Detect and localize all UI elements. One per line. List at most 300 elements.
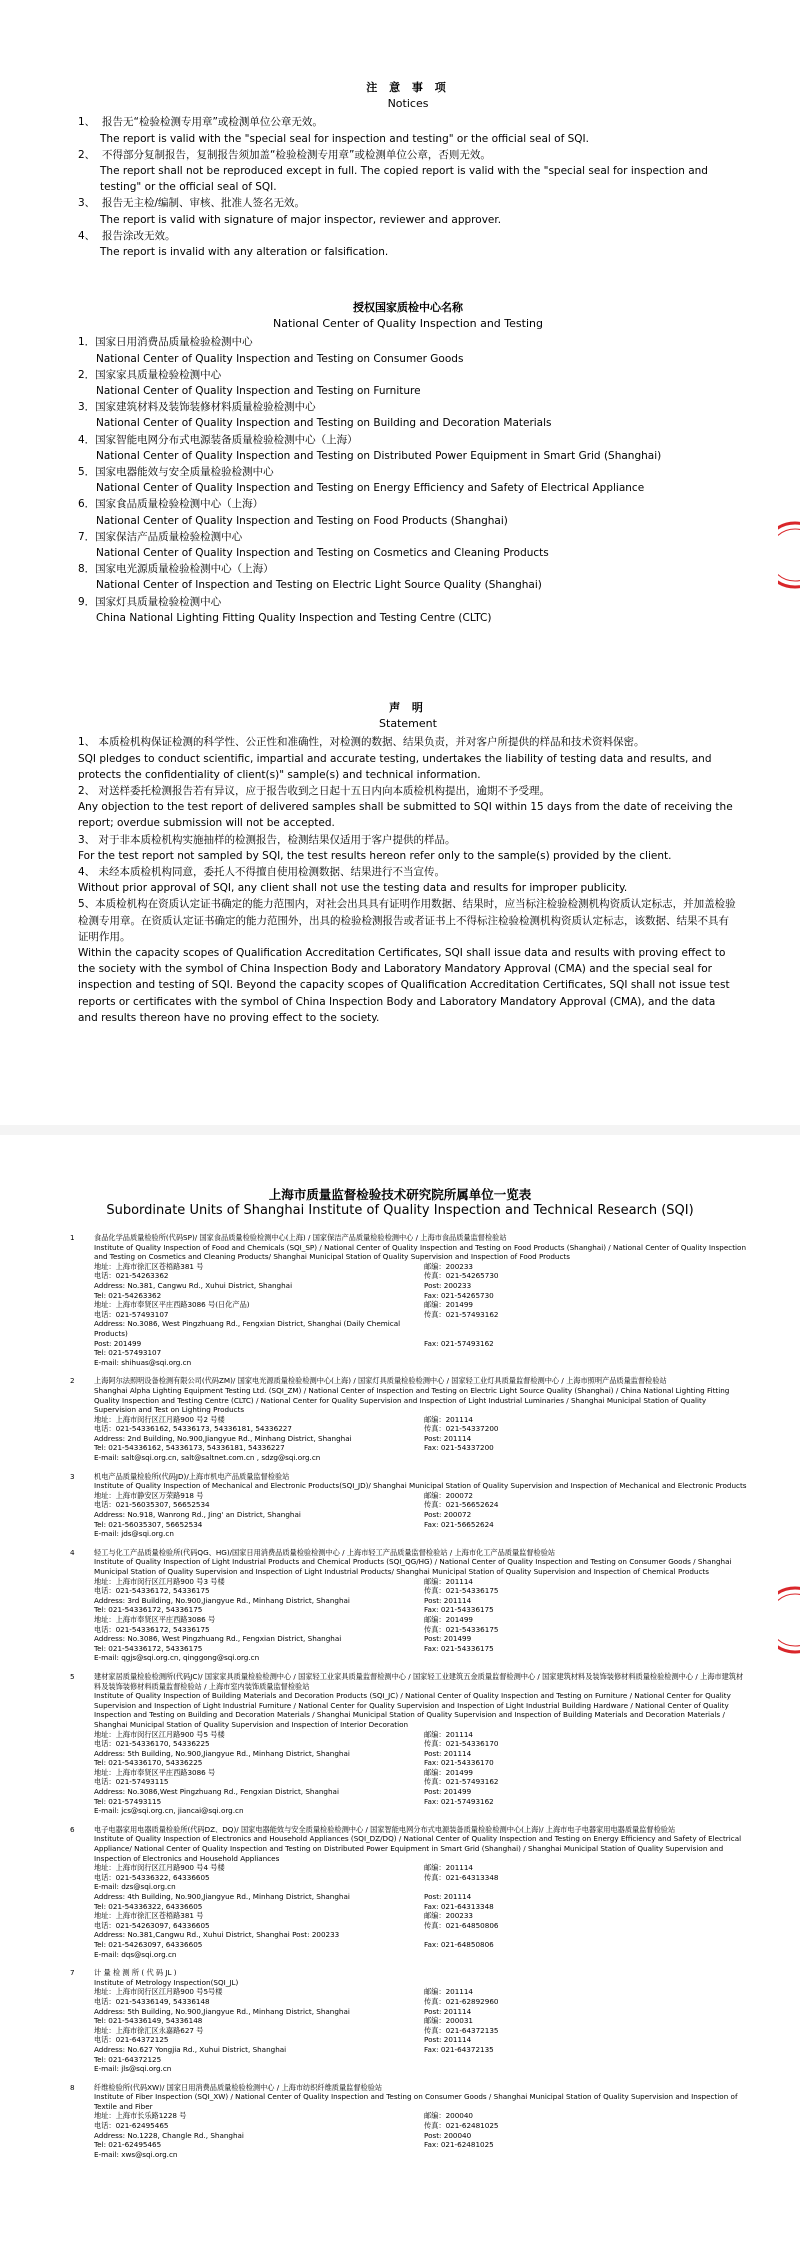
contact-left: 电话：021-64372125 (94, 2035, 169, 2045)
contact-left: 地址：上海市徐汇区苍梧路381 号 (94, 1911, 204, 1921)
unit-contact-row (94, 1787, 750, 1797)
unit-contact-row (94, 2026, 750, 2036)
contact-left: Tel: 021-64372125 (94, 2054, 162, 2064)
unit-contact-row (94, 1777, 750, 1787)
contact-right (424, 2064, 624, 2074)
unit-contact-row (94, 2140, 750, 2150)
unit-contact-row (94, 1520, 750, 1530)
contact-left: E-mail: shihuas@sqi.org.cn (94, 1357, 192, 1367)
unit-body (94, 2083, 750, 2160)
seal-stamp-fragment (778, 1585, 800, 1655)
unit-number: 7 (70, 1968, 75, 1978)
unit-number: 6 (70, 1824, 75, 1834)
unit-description: 食品化学品质量检验所(代码SP)/ 国家食品质量检验检测中心(上海) / 国家保洁产品质量检验检测中心 / 上海市食品质量监督检验站 (94, 1233, 507, 1242)
notice-text-zh (78, 228, 738, 244)
contact-right: 邮编：201114 (424, 1863, 474, 1873)
contact-right (424, 1453, 624, 1463)
contact-right: Fax: 021-57493162 (424, 1338, 494, 1348)
contact-left: Address: No.3086,West Pingzhuang Rd., Fengxian District, Shanghai (94, 1787, 339, 1797)
centers-section (78, 300, 738, 626)
contact-left: Address: No.3086, West Pingzhuang Rd., Fengxian District, Shanghai (94, 1634, 342, 1644)
center-item (78, 367, 738, 399)
statement-title-zh: 声 明 (389, 701, 427, 714)
unit-contact-row (94, 1262, 750, 1272)
contact-left: 电话：021-54336172, 54336175 (94, 1624, 210, 1634)
contact-right: Post: 201114 (424, 1748, 472, 1758)
contact-left: 地址：上海市闵行区江月路900 号3 号楼 (94, 1576, 225, 1586)
notice-item (78, 195, 738, 227)
contact-left: 地址：上海市奉贤区平庄西路3086 号 (94, 1614, 216, 1624)
notices-list (78, 114, 738, 260)
center-name-en: China National Lighting Fitting Quality Inspection and Testing Centre (CLTC) (96, 611, 492, 624)
contact-right: Fax: 021-54337200 (424, 1443, 494, 1453)
contact-left: 电话：021-54263097, 64336605 (94, 1920, 210, 1930)
notice-number: 3、 (78, 197, 96, 210)
unit-contact-row (94, 1271, 750, 1281)
statement-text-en: For the test report not sampled by SQI, the test results hereon refer only to the sample(s) provided by the client. (78, 849, 672, 862)
unit-contact-row (94, 1310, 750, 1320)
unit-body (94, 1548, 750, 1663)
unit-item (70, 1825, 750, 1959)
unit-contact-row (94, 1902, 750, 1912)
unit-contact-row (94, 1634, 750, 1644)
contact-left: 电话：021-56035307, 56652534 (94, 1500, 210, 1510)
unit-contact-row (94, 2035, 750, 2045)
unit-number: 8 (70, 2082, 75, 2092)
unit-item (70, 1548, 750, 1663)
unit-body (94, 1672, 750, 1816)
statement-title-en: Statement (379, 717, 437, 731)
center-name-en: National Center of Quality Inspection and Testing on Cosmetics and Cleaning Products (96, 547, 549, 560)
unit-contact-row (94, 2064, 750, 2074)
notice-text-en: The report shall not be reproduced except in full. The copied report is valid with the "special seal for inspection and testing" or the official seal of SQI. (100, 165, 708, 194)
contact-left: 电话：021-54336170, 54336225 (94, 1739, 210, 1749)
contact-right: 传真：021-54336175 (424, 1624, 499, 1634)
center-name-en: National Center of Quality Inspection and Testing on Food Products (Shanghai) (96, 514, 508, 527)
contact-left: Address: 4th Building, No.900,Jiangyue Rd., Minhang District, Shanghai (94, 1892, 350, 1901)
contact-right: 邮编：201499 (424, 1767, 474, 1777)
center-name-zh: 7．国家保洁产品质量检验检测中心 (78, 530, 243, 543)
contact-left: Tel: 021-57493107 (94, 1348, 162, 1358)
contact-right: 邮编：200233 (424, 1261, 474, 1271)
unit-contact-row (94, 1730, 750, 1740)
unit-contact-row (94, 1863, 750, 1873)
statement-text-zh: 5、本质检机构在资质认定证书确定的能力范围内，对社会出具具有证明作用数据、结果时，应当标注检验检测机构资质认定标志，并加盖检验检测专用章。在资质认定证书确定的能力范围外，出具的检验检测报告或者证书上不得标注检验检测机构资质认定标志，该数据、结果不具有证明作用。 (78, 898, 736, 943)
contact-right: Fax: 021-62481025 (424, 2140, 494, 2150)
center-name-zh: 6．国家食品质量检验检测中心（上海） (78, 498, 264, 511)
contact-right: Post: 200040 (424, 2130, 472, 2140)
notice-zh-content: 报告无主检/编制、审核、批准人签名无效。 (102, 197, 306, 210)
contact-left: E-mail: jls@sqi.org.cn (94, 2064, 172, 2074)
unit-contact-row (94, 2007, 750, 2017)
report-notice-page (0, 0, 800, 1125)
contact-right: 传真：021-54265730 (424, 1271, 499, 1281)
center-item (78, 432, 738, 464)
unit-contact-row (94, 1510, 750, 1520)
notices-title-zh: 注 意 事 项 (366, 81, 450, 94)
contact-left: 电话：021-57493115 (94, 1777, 169, 1787)
center-name-en: National Center of Quality Inspection and Testing on Distributed Power Equipment in Smart Grid (Shanghai) (96, 449, 662, 462)
contact-left: Address: No.627 Yongjia Rd., Xuhui District, Shanghai (94, 2044, 287, 2054)
contact-right (424, 1930, 624, 1940)
contact-right: Post: 200072 (424, 1510, 472, 1520)
centers-title-en: National Center of Quality Inspection and Testing (273, 317, 543, 331)
notices-title-en: Notices (387, 97, 429, 111)
center-name-en: National Center of Quality Inspection and Testing on Energy Efficiency and Safety of Electrical Appliance (96, 482, 645, 495)
unit-contact-row (94, 1453, 750, 1463)
unit-contact-row (94, 1911, 750, 1921)
contact-left: E-mail: dqs@sqi.org.cn (94, 1949, 177, 1959)
unit-contact-row (94, 1768, 750, 1778)
unit-item (70, 1968, 750, 2074)
statement-text-en: Any objection to the test report of delivered samples shall be submitted to SQI within 15 days from the date of receiving the report; overdue submission will not be accepted. (78, 801, 733, 830)
contact-right: Fax: 021-54336175 (424, 1643, 494, 1653)
statement-text-zh: 3、 对于非本质检机构实施抽样的检测报告，检测结果仅适用于客户提供的样品。 (78, 833, 456, 846)
contact-right: 邮编：200072 (424, 1490, 474, 1500)
center-item (78, 464, 738, 496)
center-name-zh: 1．国家日用消费品质量检验检测中心 (78, 336, 253, 349)
unit-contact-row (94, 1615, 750, 1625)
unit-body (94, 1233, 750, 1367)
contact-right: 传真：021-56652624 (424, 1500, 499, 1510)
unit-contact-row (94, 1749, 750, 1759)
contact-left: Tel: 021-54263362 (94, 1290, 162, 1300)
contact-left: Tel: 021-54263097, 64336605 (94, 1939, 203, 1949)
contact-left: Tel: 021-62495465 (94, 2140, 162, 2150)
contact-left: Address: No.381,Cangwu Rd., Xuhui District, Shanghai Post: 200233 (94, 1930, 340, 1940)
unit-body (94, 1472, 750, 1539)
contact-left: 电话：021-54336149, 54336148 (94, 1996, 210, 2006)
contact-right: Post: 201499 (424, 1634, 472, 1644)
contact-left: Tel: 021-57493115 (94, 1796, 162, 1806)
notice-item (78, 114, 738, 146)
contact-left: E-mail: qgjs@sqi.org.cn, qinggong@sqi.org.cn (94, 1653, 260, 1663)
unit-contact-row (94, 1596, 750, 1606)
unit-contact-row (94, 1300, 750, 1310)
contact-right (424, 1653, 624, 1663)
unit-contact-row (94, 1739, 750, 1749)
center-name-zh: 2．国家家具质量检验检测中心 (78, 368, 222, 381)
statement-text-zh: 2、 对送样委托检测报告若有异议，应于报告收到之日起十五日内向本质检机构提出，逾期不予受理。 (78, 785, 551, 798)
unit-description: Institute of Quality Inspection of Electronics and Household Appliances (SQI_DZ/DQ) / National Center of Quality Inspection and Testing on Energy Efficiency and Safety of Electrical Appliance/ National Center of Quality Inspection and Testing on Distributed Power Equipment in Smart Grid (Shanghai) / Shanghai Municipal Station of Quality Supervision and Inspection of Electronics and Household Appliances (94, 1834, 742, 1863)
center-name-zh: 8．国家电光源质量检验检测中心（上海） (78, 563, 274, 576)
center-item (78, 496, 738, 528)
contact-left: 电话：021-54336162, 54336173, 54336181, 54336227 (94, 1424, 292, 1434)
contact-right: Fax: 021-54336175 (424, 1605, 494, 1615)
contact-right: Post: 201114 (424, 2035, 472, 2045)
contact-right: 传真：021-54336170 (424, 1739, 499, 1749)
unit-description: Institute of Quality Inspection of Food and Chemicals (SQI_SP) / National Center of Quality Inspection and Testing on Food Products (Shanghai) / National Center of Quality Inspection and Testing on Cosmetics and Cleaning Products/ Shanghai Municipal Station of Quality Supervision and Inspection of Food Products (94, 1242, 747, 1262)
contact-right (424, 1529, 624, 1539)
unit-contact-row (94, 2016, 750, 2026)
contact-left: Tel: 021-54336172, 54336175 (94, 1643, 203, 1653)
contact-right: Post: 201114 (424, 2006, 472, 2016)
center-name-zh: 3．国家建筑材料及装饰装修材料质量检验检测中心 (78, 401, 316, 414)
unit-description: 机电产品质量检验所(代码JD)/上海市机电产品质量监督检验站 (94, 1471, 290, 1481)
notice-text-en: The report is valid with signature of major inspector, reviewer and approver. (100, 213, 502, 226)
notice-item (78, 147, 738, 196)
unit-description: 上海阿尔法照明设备检测有限公司(代码ZM)/ 国家电光源质量检验检测中心(上海) / 国家灯具质量检验检测中心 / 国家轻工业灯具质量监督检测中心 / 上海市照明产品质量监督检验站 (94, 1376, 667, 1386)
contact-right: Post: 201114 (424, 1433, 472, 1443)
contact-left: 地址：上海市徐汇区永嘉路627 号 (94, 2025, 204, 2035)
center-name-zh: 9．国家灯具质量检验检测中心 (78, 595, 222, 608)
unit-contact-row (94, 1443, 750, 1453)
statement-text-zh: 4、 未经本质检机构同意，委托人不得擅自使用检测数据、结果进行不当宣传。 (78, 866, 446, 879)
statement-section (78, 700, 738, 1026)
contact-right: 传真：021-57493162 (424, 1309, 499, 1319)
contact-right: Post: 200233 (424, 1280, 472, 1290)
unit-contact-row (94, 1434, 750, 1444)
unit-contact-row (94, 1930, 750, 1940)
contact-left: 地址：上海市奉贤区平庄西路3086 号 (94, 1767, 216, 1777)
centers-title-zh: 授权国家质检中心名称 (353, 301, 463, 314)
contact-right: 传真：021-57493162 (424, 1777, 499, 1787)
unit-contact-row (94, 1921, 750, 1931)
contact-left: 电话：021-54336322, 64336605 (94, 1872, 210, 1882)
contact-right: Fax: 021-64372135 (424, 2044, 494, 2054)
contact-left: E-mail: jds@sqi.org.cn (94, 1529, 174, 1539)
contact-left: Tel: 021-54336170, 54336225 (94, 1758, 203, 1768)
unit-description: Institute of Fiber Inspection (SQI_XW) / National Center of Quality Inspection and Testing on Consumer Goods / Shanghai Municipal Station of Quality Supervision and Inspection of Textile and Fiber (94, 2092, 738, 2111)
unit-contact-row (94, 1987, 750, 1997)
contact-left: Address: 5th Building, No.900,Jiangyue Rd., Minhang District, Shanghai (94, 1748, 350, 1758)
center-item (78, 399, 738, 431)
contact-left: Address: 3rd Building, No.900,Jiangyue Rd., Minhang District, Shanghai (94, 1595, 350, 1605)
contact-right: Fax: 021-54265730 (424, 1290, 494, 1300)
notice-text-en: The report is valid with the "special seal for inspection and testing" or the official seal of SQI. (100, 132, 589, 145)
notice-zh-content: 报告涂改无效。 (102, 229, 176, 242)
contact-right: Fax: 021-64850806 (424, 1939, 494, 1949)
unit-description: Institute of Quality Inspection of Building Materials and Decoration Products (SQI_JC) / National Center of Quality Inspection and Testing on Furniture / National Center for Quality Supervision and Inspection of Light Industrial Furniture / National Center for Quality Supervision and Inspection of Light Industrial Building Hardware / National Center of Quality Inspection and Testing on Building and Decoration Materials / Shanghai Municipal Station of Quality Supervision and Inspection of Building Materials and Decoration Materials / Shanghai Municipal Station of Quality Supervision and Inspection of Interior Decoration (94, 1691, 731, 1729)
contact-right: 邮编：201114 (424, 1414, 474, 1424)
unit-contact-row (94, 1358, 750, 1368)
unit-description: Institute of Quality Inspection of Light Industrial Products and Chemical Products (SQI_QG/HG) / National Center of Quality Inspection and Testing on Consumer Goods / Shanghai Municipal Station of Quality Supervision and Inspection of Light Industrial Products/ Shanghai Municipal Station of Quality Supervision and Inspection of Chemical Products (94, 1557, 732, 1576)
contact-left: Tel: 021-54336322, 64336605 (94, 1901, 203, 1911)
unit-contact-row (94, 1281, 750, 1291)
unit-description: 电子电器家用电器质量检验所(代码DZ、DQ)/ 国家电器能效与安全质量检验检测中心 / 国家智能电网分布式电源装备质量检验检测中心(上海)/ 上海市电子电器家用电器质量监督检验站 (94, 1824, 676, 1834)
contact-left: 地址：上海市闵行区江月路900 号5 号楼 (94, 1729, 225, 1739)
contact-right: 邮编：201499 (424, 1614, 474, 1624)
contact-right (424, 1319, 624, 1338)
contact-left: 电话：021-57493107 (94, 1309, 169, 1319)
contact-left: 地址：上海市闵行区江月路900 号5号楼 (94, 1987, 223, 1997)
contact-right: Fax: 021-64313348 (424, 1901, 494, 1911)
unit-item (70, 1376, 750, 1462)
statement-list (78, 734, 738, 1026)
contact-left: 地址：上海市闵行区江月路900 号4 号楼 (94, 1863, 225, 1873)
unit-contact-row (94, 1586, 750, 1596)
statement-text-en: SQI pledges to conduct scientific, impartial and accurate testing, undertakes the liability of testing data and results, and protects the confidentiality of client(s)" sample(s) and technical information. (78, 752, 712, 781)
center-name-zh: 5．国家电器能效与安全质量检验检测中心 (78, 466, 274, 479)
contact-right: 邮编：201499 (424, 1300, 474, 1310)
center-item (78, 561, 738, 593)
contact-right (424, 1806, 624, 1816)
contact-left: 地址：上海市徐汇区苍梧路381 号 (94, 1261, 204, 1271)
contact-left: 地址：上海市闵行区江月路900 号2 号楼 (94, 1414, 225, 1424)
unit-contact-row (94, 1758, 750, 1768)
contact-right: 传真：021-62892960 (424, 1996, 499, 2006)
contact-left: Tel: 021-56035307, 56652534 (94, 1519, 203, 1529)
center-name-en: National Center of Quality Inspection and Testing on Furniture (96, 385, 421, 398)
contact-left: Address: No.381, Cangwu Rd., Xuhui District, Shanghai (94, 1280, 293, 1290)
unit-number: 4 (70, 1547, 75, 1557)
unit-number: 1 (70, 1233, 75, 1242)
contact-right: 邮编：201114 (424, 1576, 474, 1586)
contact-left: 地址：上海市奉贤区平庄西路3086 号(日化产品) (94, 1300, 250, 1310)
contact-left: 地址：上海市长乐路1228 号 (94, 2111, 187, 2121)
contact-right (424, 1348, 624, 1358)
unit-contact-row (94, 1500, 750, 1510)
unit-contact-row (94, 1415, 750, 1425)
contact-left: Address: 5th Building, No.900,Jiangyue Rd., Minhang District, Shanghai (94, 2006, 350, 2016)
unit-number: 2 (70, 1376, 75, 1386)
unit-contact-row (94, 1892, 750, 1902)
contact-left: Address: No.3086, West Pingzhuang Rd., Fengxian District, Shanghai (Daily Chemical Products) (94, 1319, 401, 1338)
center-name-en: National Center of Inspection and Testing on Electric Light Source Quality (Shanghai) (96, 579, 542, 592)
contact-left: Address: No.1228, Changle Rd., Shanghai (94, 2130, 244, 2140)
unit-item (70, 1672, 750, 1816)
notice-number: 4、 (78, 229, 96, 242)
unit-description: 计 量 检 测 所 ( 代 码 JL ) (94, 1968, 177, 1978)
unit-contact-row (94, 1529, 750, 1539)
contact-left: E-mail: dzs@sqi.org.cn (94, 1882, 176, 1892)
statement-text-zh: 1、 本质检机构保证检测的科学性、公正性和准确性，对检测的数据、结果负责，并对客户所提供的样品和技术资料保密。 (78, 736, 645, 749)
statement-text-en: Without prior approval of SQI, any client shall not use the testing data and results for improper publicity. (78, 882, 628, 895)
unit-contact-row (94, 2045, 750, 2055)
unit-item (70, 1233, 750, 1367)
unit-contact-row (94, 2055, 750, 2065)
unit-contact-row (94, 1424, 750, 1434)
contact-right: 传真：021-54337200 (424, 1424, 499, 1434)
subordinate-units-list (70, 1233, 750, 2168)
center-item (78, 594, 738, 626)
contact-left: Address: No.918, Wanrong Rd., Jing' an District, Shanghai (94, 1510, 301, 1520)
contact-left: 电话：021-62495465 (94, 2121, 169, 2131)
notice-text-en: The report is invalid with any alteration or falsification. (100, 246, 389, 259)
contact-left: E-mail: jcs@sqi.org.cn, jiancai@sqi.org.cn (94, 1806, 244, 1816)
contact-right: Fax: 021-56652624 (424, 1519, 494, 1529)
unit-number: 3 (70, 1471, 75, 1481)
contact-right: Post: 201114 (424, 1892, 472, 1901)
unit-contact-row (94, 1997, 750, 2007)
subordinate-title-zh: 上海市质量监督检验技术研究院所属单位一览表 (268, 1187, 532, 1202)
contact-right: 传真：021-64850806 (424, 1920, 499, 1930)
notice-text-zh (78, 195, 738, 211)
notice-zh-content: 不得部分复制报告，复制报告须加盖“检验检测专用章”或检测单位公章，否则无效。 (102, 148, 491, 161)
center-name-en: National Center of Quality Inspection and Testing on Building and Decoration Materials (96, 417, 552, 430)
contact-right: 传真：021-62481025 (424, 2121, 499, 2131)
contact-left: Post: 201499 (94, 1338, 142, 1348)
unit-contact-row (94, 1950, 750, 1960)
notice-text-zh (78, 147, 738, 163)
unit-contact-row (94, 1339, 750, 1349)
unit-description: Institute of Quality Inspection of Mechanical and Electronic Products(SQI_JD)/ Shanghai Municipal Station of Quality Supervision and Inspection of Mechanical and Electronic Products (94, 1481, 747, 1491)
unit-contact-row (94, 1873, 750, 1883)
unit-description: 建材家居质量检验检测所(代码JC)/ 国家家具质量检验检测中心 / 国家轻工业家具质量监督检测中心 / 国家轻工业建筑五金质量监督检测中心 / 国家建筑材料及装饰装修材料质量检验检测中心 / 上海市建筑材料及装饰装修材料质量监督检验站 / 上海市室内装饰质量监督检验站 (94, 1671, 744, 1691)
contact-right: Fax: 021-57493162 (424, 1796, 494, 1806)
contact-right: Post: 201499 (424, 1787, 472, 1797)
contact-left: Tel: 021-54336172, 54336175 (94, 1605, 203, 1615)
unit-contact-row (94, 2121, 750, 2131)
contact-right: 传真：021-64313348 (424, 1872, 499, 1882)
contact-left: 地址：上海市静安区万荣路918 号 (94, 1490, 204, 1500)
unit-contact-row (94, 1348, 750, 1358)
unit-contact-row (94, 1644, 750, 1654)
unit-contact-row (94, 1605, 750, 1615)
contact-right (424, 2150, 624, 2160)
center-item (78, 334, 738, 366)
unit-contact-row (94, 1577, 750, 1587)
unit-contact-row (94, 1797, 750, 1807)
unit-contact-row (94, 1882, 750, 1892)
centers-list (78, 334, 738, 626)
unit-contact-row (94, 1653, 750, 1663)
contact-right: Post: 201114 (424, 1595, 472, 1605)
contact-left: Tel: 021-54336162, 54336173, 54336181, 54336227 (94, 1443, 285, 1453)
unit-contact-row (94, 2131, 750, 2141)
unit-description: Shanghai Alpha Lighting Equipment Testing Ltd. (SQI_ZM) / National Center of Inspection and Testing on Electric Light Source Quality (Shanghai) / China National Lighting Fitting Quality Inspection and Testing Centre (CLTC) / National Center for Quality Supervision and Inspection of Light Industrial Luminaries / Shanghai Municipal Station of Quality Supervision and Test on Lighting Products (94, 1385, 730, 1415)
unit-contact-row (94, 1806, 750, 1816)
unit-item (70, 1472, 750, 1539)
unit-contact-row (94, 1291, 750, 1301)
contact-left: Address: 2nd Building, No.900,Jiangyue Rd., Minhang District, Shanghai (94, 1433, 352, 1443)
unit-description: 纤维检验所(代码XW)/ 国家日用消费品质量检验检测中心 / 上海市纺织纤维质量监督检验站 (94, 2082, 383, 2092)
unit-contact-row (94, 1625, 750, 1635)
unit-body (94, 1825, 750, 1959)
contact-right (424, 1358, 624, 1368)
contact-left: Tel: 021-54336149, 54336148 (94, 2016, 203, 2026)
center-name-zh: 4．国家智能电网分布式电源装备质量检验检测中心（上海） (78, 433, 358, 446)
contact-right: 邮编：200040 (424, 2111, 474, 2121)
contact-right (424, 1950, 624, 1960)
notices-section (78, 80, 738, 260)
contact-right (424, 2055, 624, 2065)
page-separator (0, 1125, 800, 1135)
statement-text-en: Within the capacity scopes of Qualification Accreditation Certificates, SQI shall issue data and results with proving effect to the society with the symbol of China Inspection Body and Laboratory Mandatory Approval (CMA) and the special seal for inspection and testing of SQI. Beyond the capacity scopes of Qualification Accreditation Certificates, SQI shall not issue test reports or certificates with the symbol of China Inspection Body and Laboratory Mandatory Approval (CMA), and the data and results thereon have no proving effect to the society. (78, 947, 730, 1024)
contact-right: 邮编：200031 (424, 2016, 474, 2026)
unit-item (70, 2083, 750, 2160)
unit-contact-row (94, 1491, 750, 1501)
unit-number: 5 (70, 1671, 75, 1681)
center-item (78, 529, 738, 561)
seal-stamp-fragment (778, 520, 800, 590)
center-name-en: National Center of Quality Inspection and Testing on Consumer Goods (96, 352, 464, 365)
contact-right: 传真：021-64372135 (424, 2025, 499, 2035)
contact-right: Fax: 021-54336170 (424, 1758, 494, 1768)
unit-contact-row (94, 2111, 750, 2121)
contact-left: 电话：021-54263362 (94, 1271, 169, 1281)
contact-left: E-mail: salt@sqi.org.cn, salt@saltnet.com.cn , sdzg@sqi.org.cn (94, 1453, 321, 1463)
unit-description: 轻工与化工产品质量检验所(代码QG、HG)/国家日用消费品质量检验检测中心 / 上海市轻工产品质量监督检验站 / 上海市化工产品质量监督检验站 (94, 1547, 556, 1557)
unit-contact-row (94, 1319, 750, 1338)
unit-body (94, 1968, 750, 2074)
notice-text-zh (78, 114, 738, 130)
contact-right: 邮编：201114 (424, 1987, 474, 1997)
subordinate-title-en: Subordinate Units of Shanghai Institute of Quality Inspection and Technical Research (SQI) (106, 1203, 694, 1218)
contact-right (424, 1882, 624, 1892)
unit-body (94, 1376, 750, 1462)
notice-number: 1、 (78, 116, 96, 129)
notice-zh-content: 报告无“检验检测专用章”或检测单位公章无效。 (102, 116, 323, 129)
contact-right: 传真：021-54336175 (424, 1586, 499, 1596)
contact-left: 电话：021-54336172, 54336175 (94, 1586, 210, 1596)
contact-right: 邮编：200233 (424, 1911, 474, 1921)
unit-description: Institute of Metrology Inspection(SQI_JL) (94, 1977, 239, 1987)
unit-contact-row (94, 1940, 750, 1950)
notice-number: 2、 (78, 148, 96, 161)
notice-item (78, 228, 738, 260)
unit-contact-row (94, 2150, 750, 2160)
